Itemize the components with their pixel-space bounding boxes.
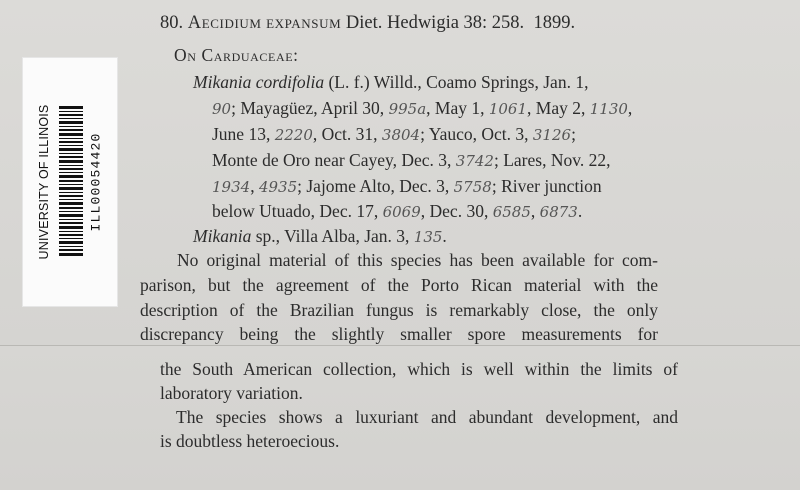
- collection-number: 995a: [388, 100, 427, 118]
- species-name: expansum: [266, 13, 342, 33]
- para1-line: discrepancy being the slightly smaller spore measurements for: [140, 324, 658, 344]
- citation: Diet. Hedwigia 38: 258.: [345, 13, 525, 33]
- collection-number: 6873: [539, 203, 578, 221]
- species-heading: [160, 13, 575, 34]
- collection-number: 5758: [453, 178, 492, 196]
- record1-line6: below Utuado, Dec. 17, 6069, Dec. 30, 6585, 6873.: [212, 201, 583, 221]
- para2-line: the South American collection, which is well within the limits of: [160, 359, 678, 379]
- collection-number: 90: [212, 100, 232, 118]
- host-family: On Carduaceae:: [174, 45, 299, 65]
- genus-name: Aecidium: [187, 13, 262, 33]
- record1-line2: 90; Mayagüez, April 30, 995a, May 1, 1061, May 2, 1130,: [212, 98, 633, 118]
- collection-number: 1130: [589, 100, 628, 118]
- collection-number: 3804: [381, 126, 421, 144]
- barcode-label: [22, 57, 118, 307]
- para1-line: description of the Brazilian fungus is remarkably close, the only: [140, 300, 658, 320]
- taxon-name: Mikania: [193, 226, 252, 246]
- para1-line: No original material of this species has been available for com-: [177, 250, 658, 270]
- record2-line: Mikania sp., Villa Alba, Jan. 3, 135.: [193, 226, 447, 246]
- collection-number: 2220: [274, 126, 313, 144]
- entry-number: 80.: [160, 13, 184, 33]
- record1-line4: Monte de Oro near Cayey, Dec. 3, 3742; Lares, Nov. 22,: [212, 150, 611, 170]
- record1-line3: June 13, 2220, Oct. 31, 3804; Yauco, Oct. 3, 3126;: [212, 124, 576, 144]
- para3-line: is doubtless heteroecious.: [160, 431, 340, 451]
- collection-number: 6069: [382, 203, 421, 221]
- paper-seam: [0, 345, 800, 346]
- barcode-graphic: [59, 106, 83, 256]
- collection-number: 6585: [492, 203, 531, 221]
- catalog-code: ILL00054420: [88, 132, 104, 232]
- taxon-name: Mikania cordifolia: [193, 72, 325, 92]
- collection-number: 135: [413, 228, 443, 246]
- para3-line: The species shows a luxuriant and abundant development, and: [176, 407, 678, 427]
- year: 1899.: [533, 13, 576, 33]
- institution-label: UNIVERSITY OF ILLINOIS: [37, 104, 51, 260]
- collection-number: 3126: [532, 126, 572, 144]
- collection-number: 1934: [212, 178, 251, 196]
- record1-line5: 1934, 4935; Jajome Alto, Dec. 3, 5758; River junction: [212, 176, 602, 196]
- para1-line: parison, but the agreement of the Porto Rican material with the: [140, 275, 658, 295]
- para2-line: laboratory variation.: [160, 383, 303, 403]
- collection-number: 4935: [258, 178, 298, 196]
- collection-number: 1061: [488, 100, 528, 118]
- record1-line1: Mikania cordifolia (L. f.) Willd., Coamo Springs, Jan. 1,: [193, 72, 589, 92]
- collection-number: 3742: [455, 152, 494, 170]
